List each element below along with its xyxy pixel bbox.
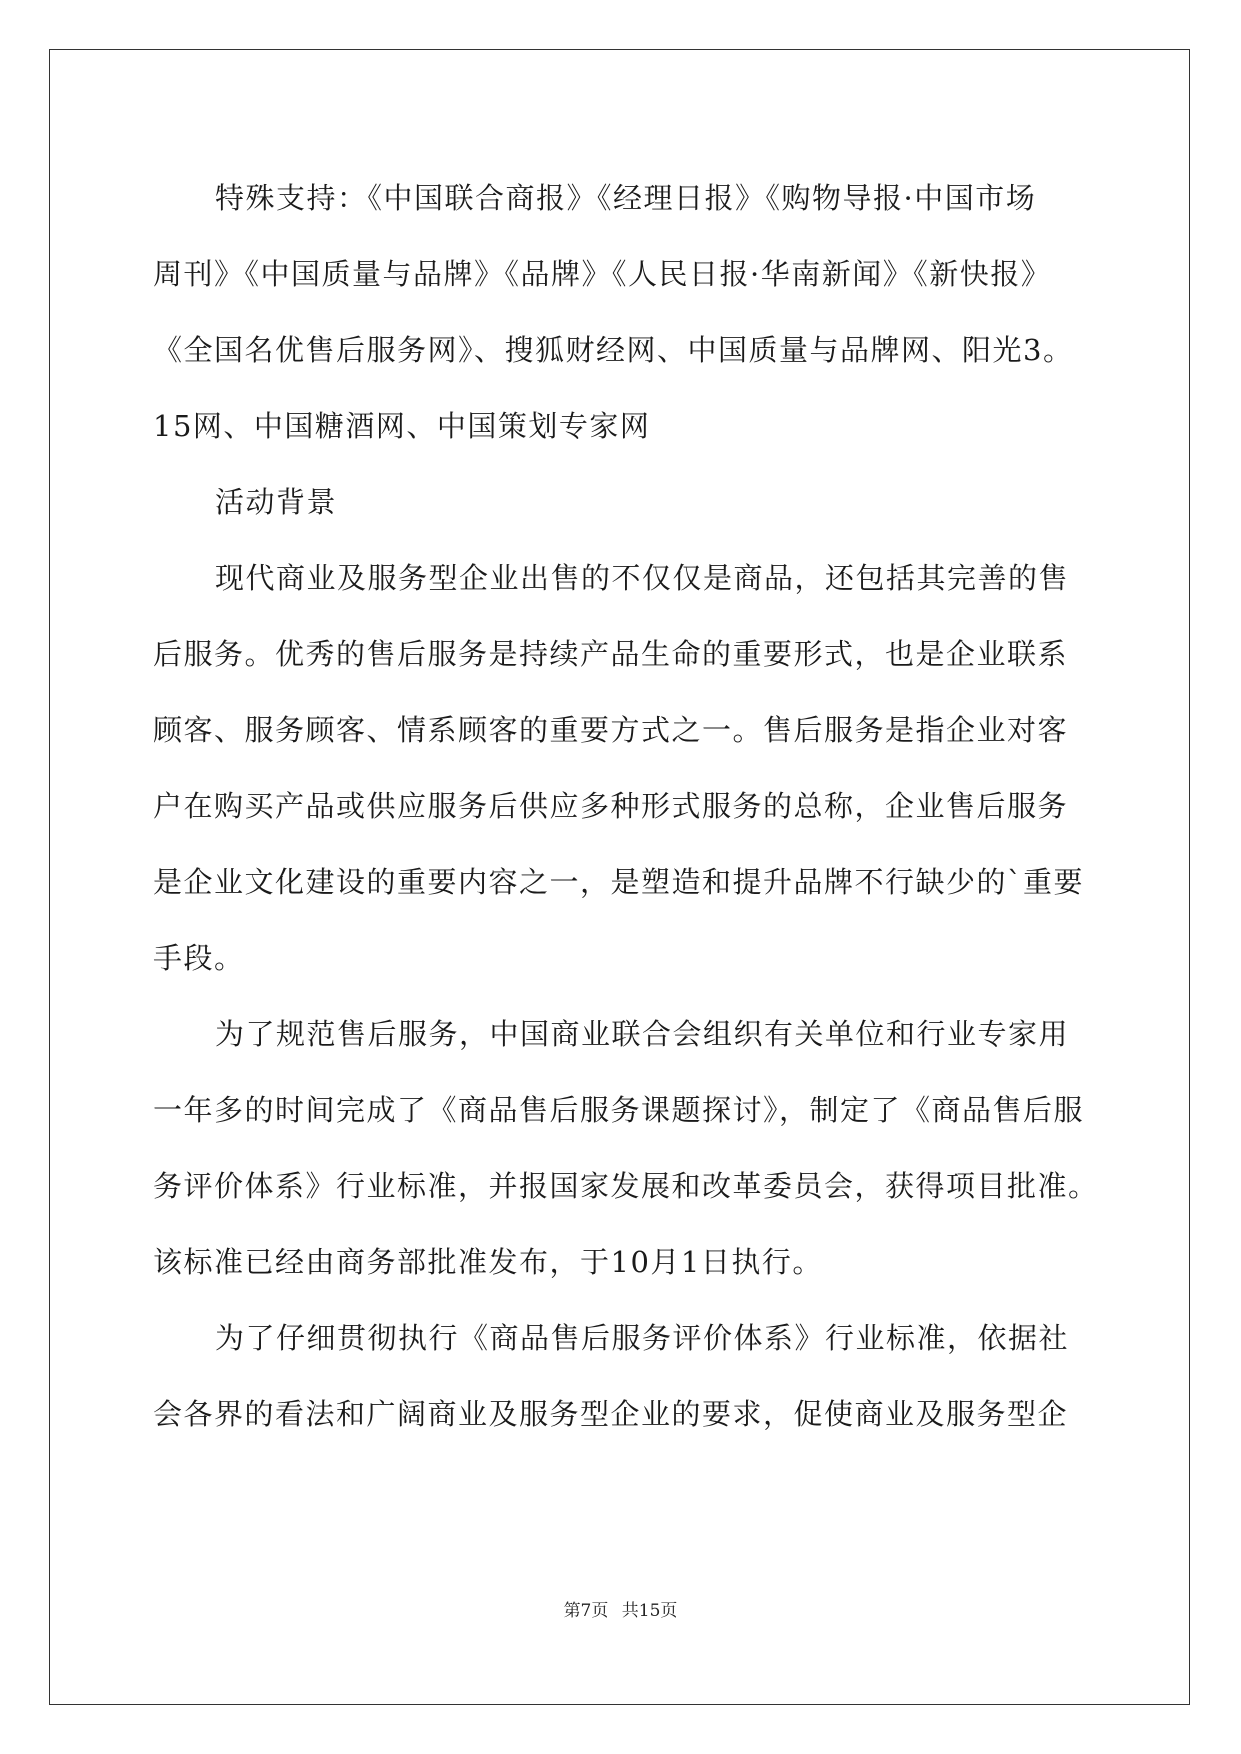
paragraph-line: 为了仔细贯彻执行《商品售后服务评价体系》行业标准，依据社	[215, 1321, 1070, 1355]
paragraph-line: 会各界的看法和广阔商业及服务型企业的要求，促使商业及服务型企	[153, 1397, 1069, 1431]
paragraph-line: 为了规范售后服务，中国商业联合会组织有关单位和行业专家用	[215, 1017, 1070, 1051]
paragraph-line: 手段。	[153, 941, 245, 975]
page-number: 第7页	[563, 1601, 609, 1621]
paragraph-line: 现代商业及服务型企业出售的不仅仅是商品，还包括其完善的售	[215, 561, 1070, 595]
document-body	[153, 160, 1099, 1452]
paragraph-line: 后服务。优秀的售后服务是持续产品生命的重要形式，也是企业联系	[153, 637, 1069, 671]
page-footer	[0, 1596, 1241, 1621]
paragraph-line: 务评价体系》行业标准，并报国家发展和改革委员会，获得项目批准。	[153, 1169, 1099, 1203]
paragraph-line: 是企业文化建设的重要内容之一，是塑造和提升品牌不行缺少的`重要	[153, 865, 1085, 899]
paragraph-line: 顾客、服务顾客、情系顾客的重要方式之一。售后服务是指企业对客	[153, 713, 1069, 747]
paragraph-line: 户在购买产品或供应服务后供应多种形式服务的总称，企业售后服务	[153, 789, 1069, 823]
paragraph-line: 15网、中国糖酒网、中国策划专家网	[153, 409, 651, 443]
paragraph-line: 周刊》《中国质量与品牌》《品牌》《人民日报·华南新闻》《新快报》	[153, 257, 1052, 291]
section-heading: 活动背景	[215, 485, 338, 519]
paragraph-line: 特殊支持：《中国联合商报》《经理日报》《购物导报·中国市场	[215, 181, 1037, 215]
paragraph-line: 《全国名优售后服务网》、搜狐财经网、中国质量与品牌网、阳光3。	[153, 333, 1074, 367]
paragraph-line: 该标准已经由商务部批准发布，于10月1日执行。	[153, 1245, 823, 1279]
paragraph-line: 一年多的时间完成了《商品售后服务课题探讨》，制定了《商品售后服	[153, 1093, 1085, 1127]
total-pages: 共15页	[621, 1601, 678, 1621]
